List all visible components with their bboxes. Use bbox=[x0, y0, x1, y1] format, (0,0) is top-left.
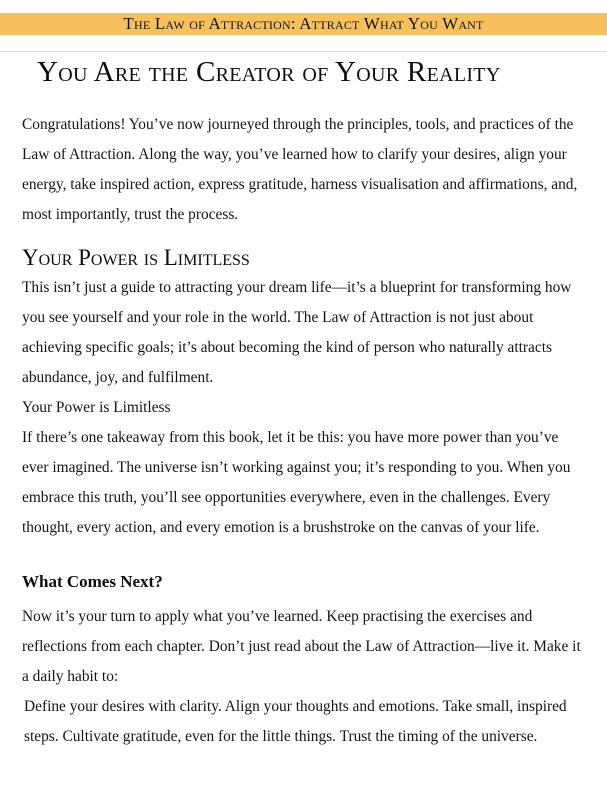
section-heading-next: What Comes Next? bbox=[22, 572, 163, 591]
habits-paragraph: Define your desires with clarity. Align your thoughts and emotions. Take small, inspired steps. Cultivate gratitude, even for the little things. Trust the timing of the universe. bbox=[24, 698, 567, 745]
section-heading-power: Your Power is Limitless bbox=[22, 245, 250, 270]
running-header-title: The Law of Attraction: Attract What You Want bbox=[123, 14, 484, 33]
next-paragraph: Now it’s your turn to apply what you’ve learned. Keep practising the exercises and reflections from each chapter. Don’t just read about the Law of Attraction—live it. Make it a daily habit to: bbox=[22, 608, 581, 685]
takeaway-paragraph: If there’s one takeaway from this book, let it be this: you have more power than you’ve ever imagined. The universe isn’t working against you; it’s responding to you. When you embrace this truth, you’ll see opportunities everywhere, even in the challenges. Every thought, every action, and every emotion is a brushstroke on the canvas of your life. bbox=[22, 429, 571, 536]
header-divider bbox=[0, 51, 607, 52]
intro-paragraph: Congratulations! You’ve now journeyed through the principles, tools, and practices of the Law of Attraction. Along the way, you’ve learned how to clarify your desires, align your energy, take inspired action, express gratitude, harness visualisation and affirmations, and, most importantly, trust the process. bbox=[22, 116, 578, 223]
power-label-line: Your Power is Limitless bbox=[22, 399, 171, 416]
power-paragraph: This isn’t just a guide to attracting your dream life—it’s a blueprint for transforming how you see yourself and your role in the world. The Law of Attraction is not just about achieving specific goals; it’s about becoming the kind of person who naturally attracts abundance, joy, and fulfilment. bbox=[22, 279, 572, 386]
running-header-band bbox=[0, 13, 607, 35]
page-title: You Are the Creator of Your Reality bbox=[37, 56, 501, 88]
